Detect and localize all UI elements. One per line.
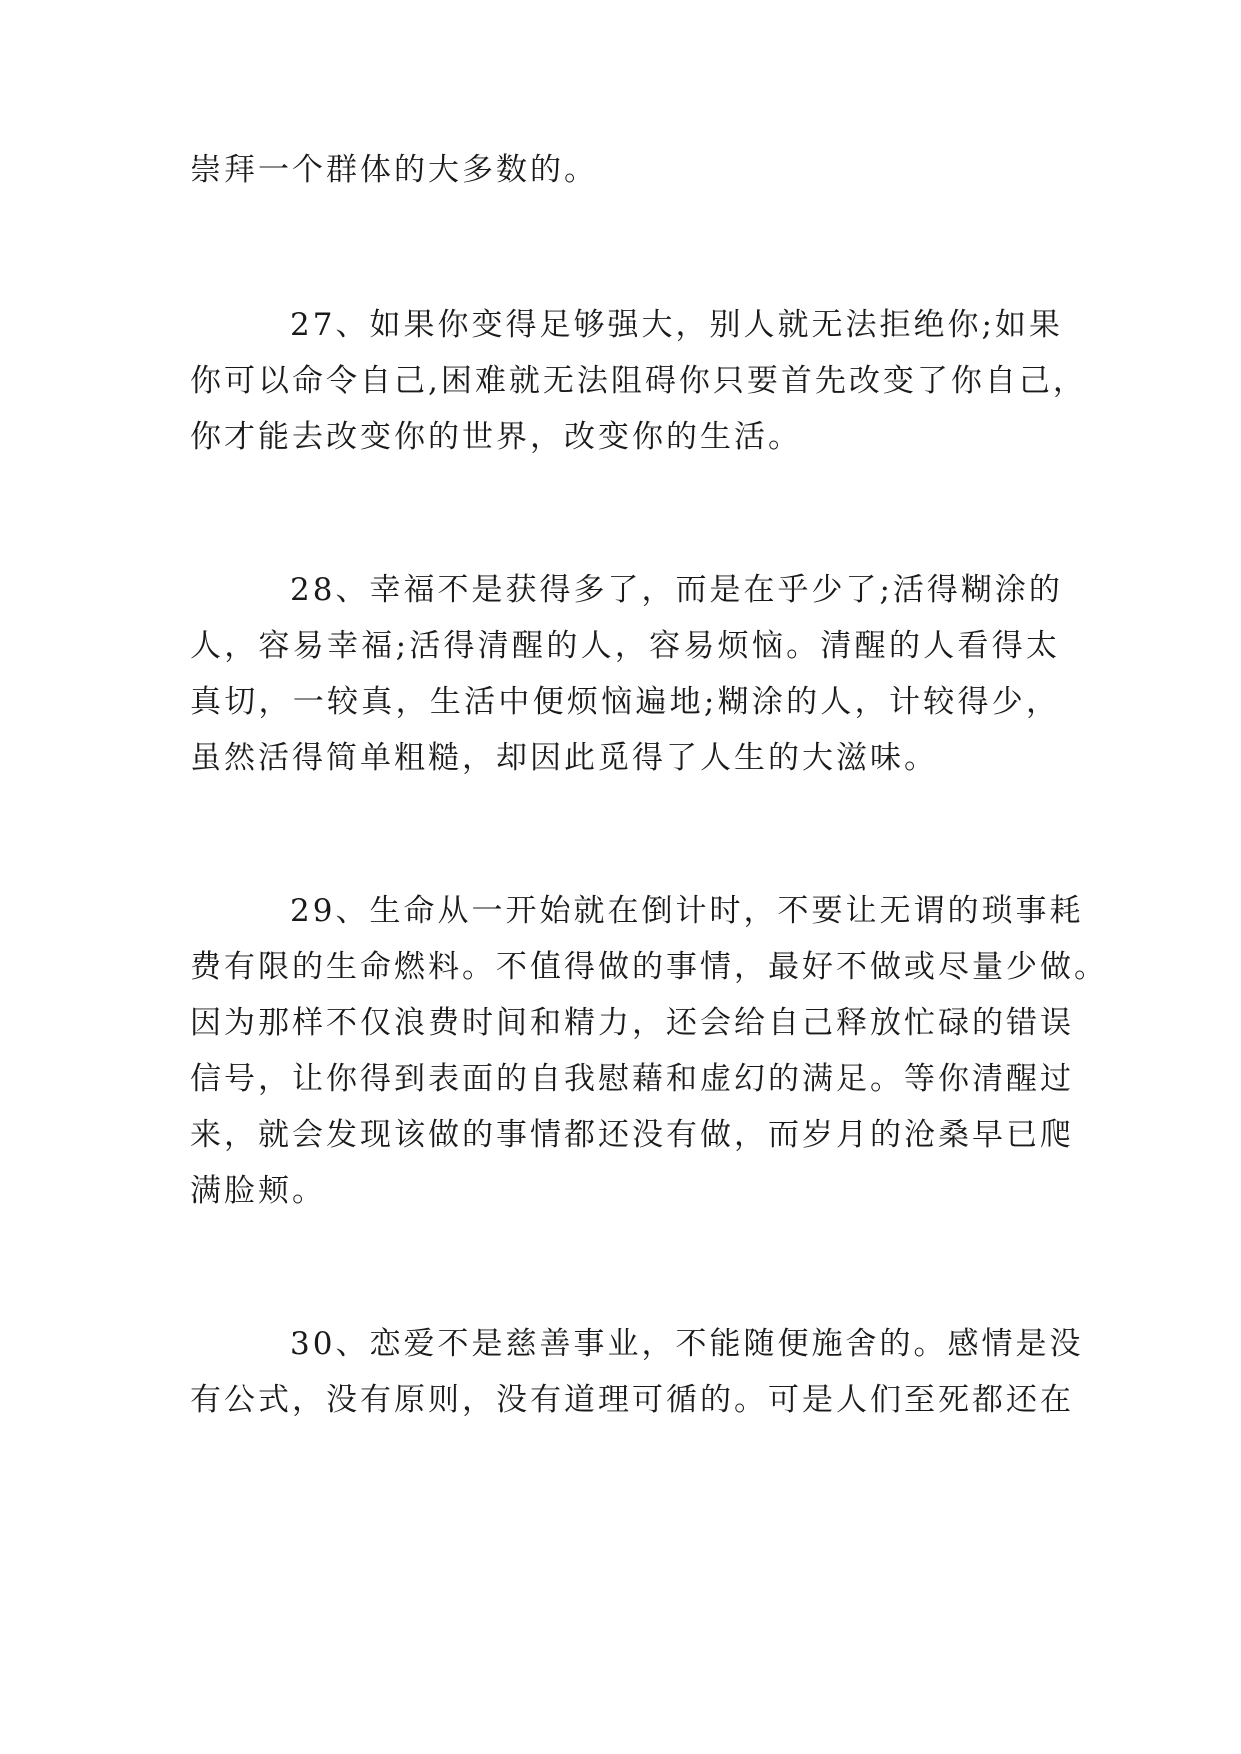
paragraph-28-first-line: 28、幸福不是获得多了，而是在乎少了;活得糊涂的	[290, 572, 1063, 608]
text-line: 崇拜一个群体的大多数的。	[190, 152, 598, 188]
text-line: 你才能去改变你的世界，改变你的生活。	[190, 419, 802, 455]
text-line: 满脸颊。	[190, 1173, 326, 1209]
paragraph-29-first-line: 29、生命从一开始就在倒计时，不要让无谓的琐事耗	[290, 893, 1084, 929]
text-line: 有公式，没有原则，没有道理可循的。可是人们至死都还在	[190, 1382, 1074, 1418]
text-line: 费有限的生命燃料。不值得做的事情，最好不做或尽量少做。	[190, 949, 1108, 985]
text-line: 真切，一较真，生活中便烦恼遍地;糊涂的人，计较得少，	[190, 684, 1060, 720]
text-line: 虽然活得简单粗糙，却因此觅得了人生的大滋味。	[190, 740, 938, 776]
paragraph-30-first-line: 30、恋爱不是慈善事业，不能随便施舍的。感情是没	[290, 1326, 1084, 1362]
text-line: 来，就会发现该做的事情都还没有做，而岁月的沧桑早已爬	[190, 1117, 1074, 1153]
text-line: 信号，让你得到表面的自我慰藉和虚幻的满足。等你清醒过	[190, 1061, 1074, 1097]
text-line: 你可以命令自己,困难就无法阻碍你只要首先改变了你自己，	[190, 363, 1087, 399]
paragraph-27-first-line: 27、如果你变得足够强大，别人就无法拒绝你;如果	[290, 307, 1063, 343]
text-line: 因为那样不仅浪费时间和精力，还会给自己释放忙碌的错误	[190, 1005, 1074, 1041]
text-line: 人，容易幸福;活得清醒的人，容易烦恼。清醒的人看得太	[190, 628, 1060, 664]
